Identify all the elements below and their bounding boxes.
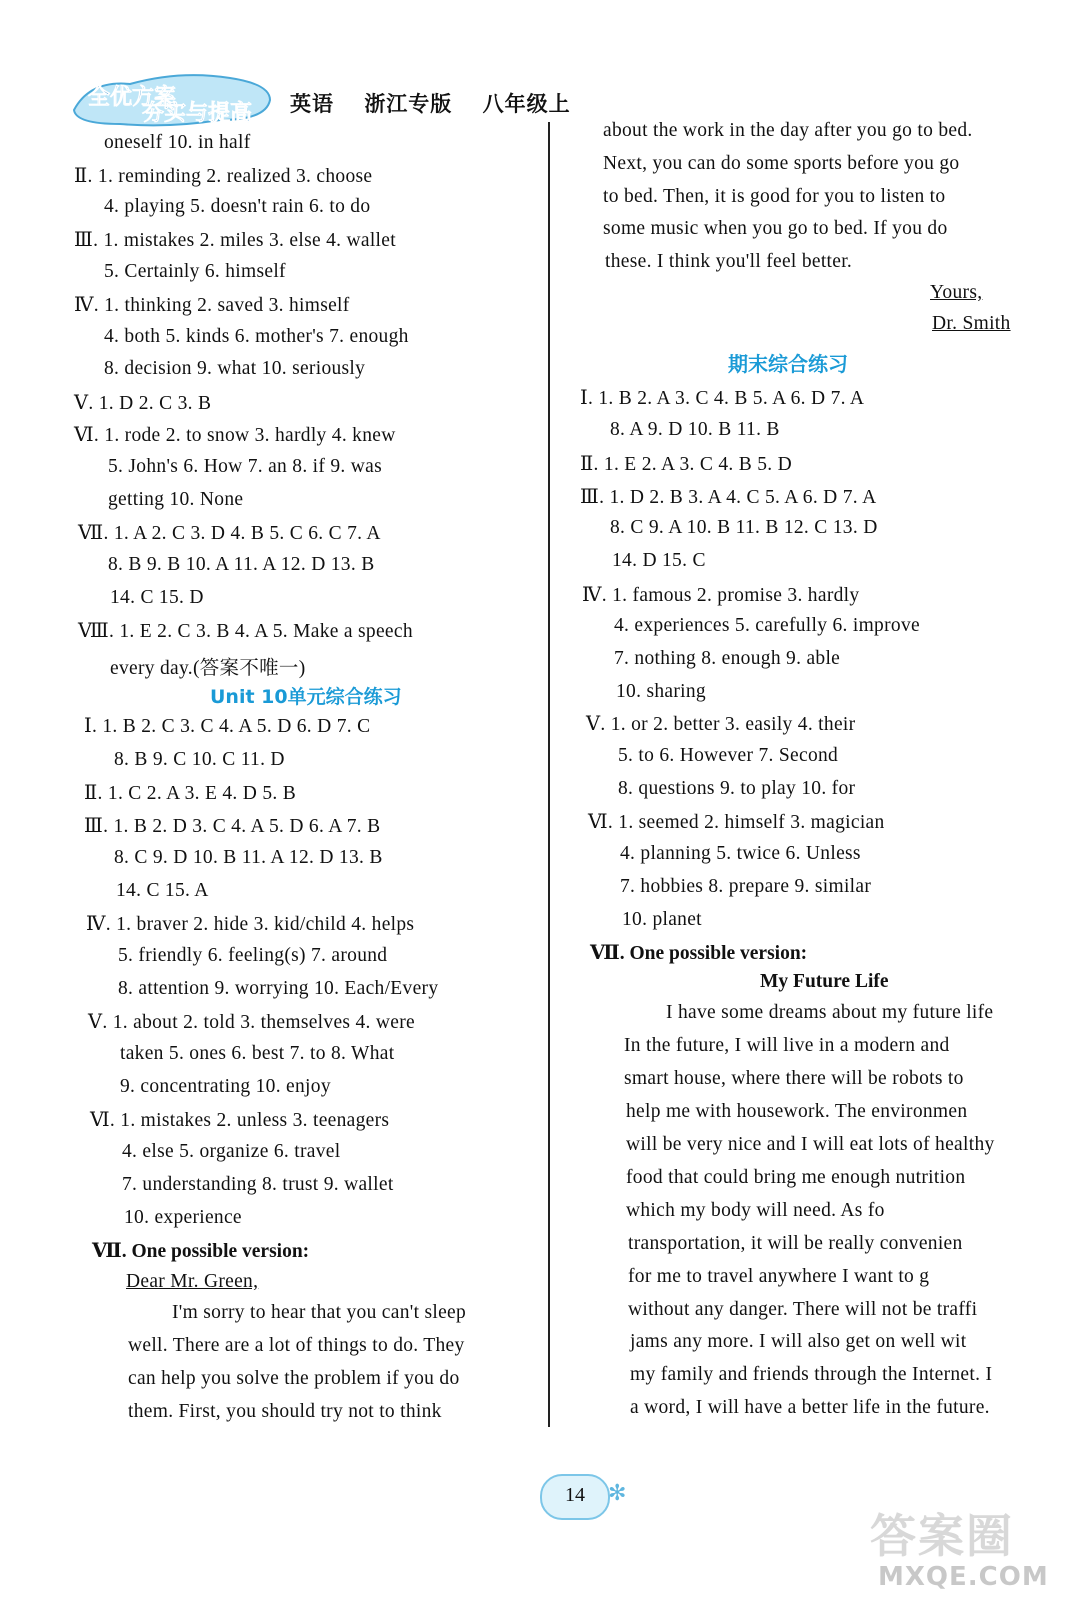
answer-line: 14. C 15. A	[116, 880, 209, 901]
answer-line: Ⅰ. 1. B 2. C 3. C 4. A 5. D 6. D 7. C	[84, 716, 371, 737]
logo-text-bottom: 夯实与提高	[142, 101, 253, 126]
answer-line: 8. B 9. B 10. A 11. A 12. D 13. B	[108, 554, 375, 575]
section-title-final: 期末综合练习	[728, 352, 848, 376]
answer-line: Ⅳ. 1. braver 2. hide 3. kid/child 4. helps	[86, 914, 415, 935]
answer-line: every day.(答案不唯一)	[110, 658, 306, 679]
answer-line: Ⅴ. 1. or 2. better 3. easily 4. their	[586, 714, 856, 735]
answer-line: Ⅲ. 1. mistakes 2. miles 3. else 4. wallet	[74, 230, 396, 251]
header-edition: 浙江专版	[364, 92, 453, 116]
header-subject: 英语	[290, 92, 334, 116]
essay-title: My Future Life	[760, 971, 889, 992]
letter-greeting: Dear Mr. Green,	[126, 1271, 259, 1292]
letter-line: some music when you go to bed. If you do	[603, 218, 948, 239]
essay-line: which my body will need. As fo	[626, 1200, 885, 1221]
watermark-text-bottom: MXQE.COM	[878, 1562, 1049, 1592]
section-title-unit10: Unit 10单元综合练习	[210, 686, 402, 708]
essay-line: help me with housework. The environmen	[626, 1101, 968, 1122]
answer-line: 5. friendly 6. feeling(s) 7. around	[118, 945, 388, 966]
answer-line: Ⅵ. 1. rode 2. to snow 3. hardly 4. knew	[74, 425, 396, 446]
essay-line: transportation, it will be really convenien	[628, 1233, 963, 1254]
answer-line: 9. concentrating 10. enjoy	[120, 1076, 331, 1097]
answer-line: 8. decision 9. what 10. seriously	[104, 358, 366, 379]
answer-line: taken 5. ones 6. best 7. to 8. What	[120, 1043, 395, 1064]
watermark-text-top: 答案圈	[870, 1509, 1014, 1563]
answer-line: Ⅵ. 1. mistakes 2. unless 3. teenagers	[90, 1110, 390, 1131]
letter-line: them. First, you should try not to think	[128, 1401, 442, 1422]
essay-line: smart house, where there will be robots to	[624, 1068, 964, 1089]
answer-line: 8. attention 9. worrying 10. Each/Every	[118, 978, 439, 999]
answer-line: Ⅷ. 1. E 2. C 3. B 4. A 5. Make a speech	[78, 621, 413, 642]
answer-line: Ⅲ. 1. D 2. B 3. A 4. C 5. A 6. D 7. A	[580, 487, 877, 508]
version-label: Ⅶ. One possible version:	[92, 1241, 310, 1262]
letter-line: can help you solve the problem if you do	[128, 1368, 460, 1389]
answer-line: 5. to 6. However 7. Second	[618, 745, 839, 766]
essay-line: will be very nice and I will eat lots of healthy	[626, 1134, 995, 1155]
answer-line: 14. D 15. C	[612, 550, 706, 571]
answer-line: 10. planet	[622, 909, 702, 930]
page-number-badge	[540, 1474, 632, 1518]
answer-line: Ⅲ. 1. B 2. D 3. C 4. A 5. D 6. A 7. B	[84, 816, 381, 837]
essay-line: jams any more. I will also get on well wit	[630, 1331, 967, 1352]
answer-line: Ⅴ. 1. about 2. told 3. themselves 4. were	[88, 1012, 415, 1033]
column-divider	[548, 122, 550, 1427]
letter-line: I'm sorry to hear that you can't sleep	[172, 1302, 467, 1323]
snowflake-icon: ✻	[608, 1480, 627, 1505]
answer-line: Ⅳ. 1. famous 2. promise 3. hardly	[582, 585, 860, 606]
essay-line: a word, I will have a better life in the future.	[630, 1397, 990, 1418]
essay-line: food that could bring me enough nutrition	[626, 1167, 966, 1188]
answer-line: getting 10. None	[108, 489, 244, 510]
answer-line: 4. planning 5. twice 6. Unless	[620, 843, 861, 864]
letter-closing: Yours,	[930, 282, 983, 303]
essay-line: I have some dreams about my future life	[666, 1002, 994, 1023]
answer-line: Ⅱ. 1. E 2. A 3. C 4. B 5. D	[580, 454, 793, 475]
letter-line: about the work in the day after you go to bed.	[603, 120, 973, 141]
header-title	[290, 88, 593, 118]
letter-line: well. There are a lot of things to do. They	[128, 1335, 465, 1356]
answer-line: oneself 10. in half	[104, 132, 251, 153]
answer-line: 4. experiences 5. carefully 6. improve	[614, 615, 920, 636]
letter-line: these. I think you'll feel better.	[605, 251, 853, 272]
page-header	[70, 70, 590, 130]
answer-line: Ⅵ. 1. seemed 2. himself 3. magician	[588, 812, 885, 833]
essay-line: my family and friends through the Internet. I	[630, 1364, 993, 1385]
answer-line: 4. else 5. organize 6. travel	[122, 1141, 341, 1162]
answer-line: Ⅳ. 1. thinking 2. saved 3. himself	[74, 295, 350, 316]
answer-line: 8. A 9. D 10. B 11. B	[610, 419, 780, 440]
letter-line: to bed. Then, it is good for you to listen to	[603, 186, 946, 207]
letter-line: Next, you can do some sports before you go	[603, 153, 960, 174]
answer-line: 10. sharing	[616, 681, 706, 702]
answer-line: 10. experience	[124, 1207, 242, 1228]
page-number: 14	[565, 1484, 585, 1506]
essay-line: In the future, I will live in a modern and	[624, 1035, 950, 1056]
answer-line: Ⅰ. 1. B 2. A 3. C 4. B 5. A 6. D 7. A	[580, 388, 865, 409]
answer-line: Ⅱ. 1. reminding 2. realized 3. choose	[74, 166, 373, 187]
answer-line: 8. B 9. C 10. C 11. D	[114, 749, 285, 770]
version-label: Ⅶ. One possible version:	[590, 943, 808, 964]
letter-signature: Dr. Smith	[932, 313, 1011, 334]
logo-text-top: 全优方案	[88, 85, 177, 110]
essay-line: for me to travel anywhere I want to g	[628, 1266, 930, 1287]
answer-line: Ⅴ. 1. D 2. C 3. B	[74, 393, 212, 414]
brand-logo	[70, 70, 275, 128]
answer-line: Ⅶ. 1. A 2. C 3. D 4. B 5. C 6. C 7. A	[78, 523, 381, 544]
answer-line: 7. understanding 8. trust 9. wallet	[122, 1174, 394, 1195]
answer-line: 8. questions 9. to play 10. for	[618, 778, 856, 799]
essay-line: without any danger. There will not be traffi	[628, 1299, 978, 1320]
answer-line: 5. John's 6. How 7. an 8. if 9. was	[108, 456, 382, 477]
header-grade: 八年级上	[482, 92, 571, 116]
answer-line: 8. C 9. A 10. B 11. B 12. C 13. D	[610, 517, 878, 538]
answer-line: 7. hobbies 8. prepare 9. similar	[620, 876, 872, 897]
answer-line: 4. playing 5. doesn't rain 6. to do	[104, 196, 371, 217]
answer-line: 14. C 15. D	[110, 587, 204, 608]
answer-line: 4. both 5. kinds 6. mother's 7. enough	[104, 326, 409, 347]
answer-line: 7. nothing 8. enough 9. able	[614, 648, 841, 669]
watermark	[860, 1500, 1060, 1595]
answer-line: 5. Certainly 6. himself	[104, 261, 286, 282]
answer-line: 8. C 9. D 10. B 11. A 12. D 13. B	[114, 847, 383, 868]
answer-line: Ⅱ. 1. C 2. A 3. E 4. D 5. B	[84, 783, 297, 804]
